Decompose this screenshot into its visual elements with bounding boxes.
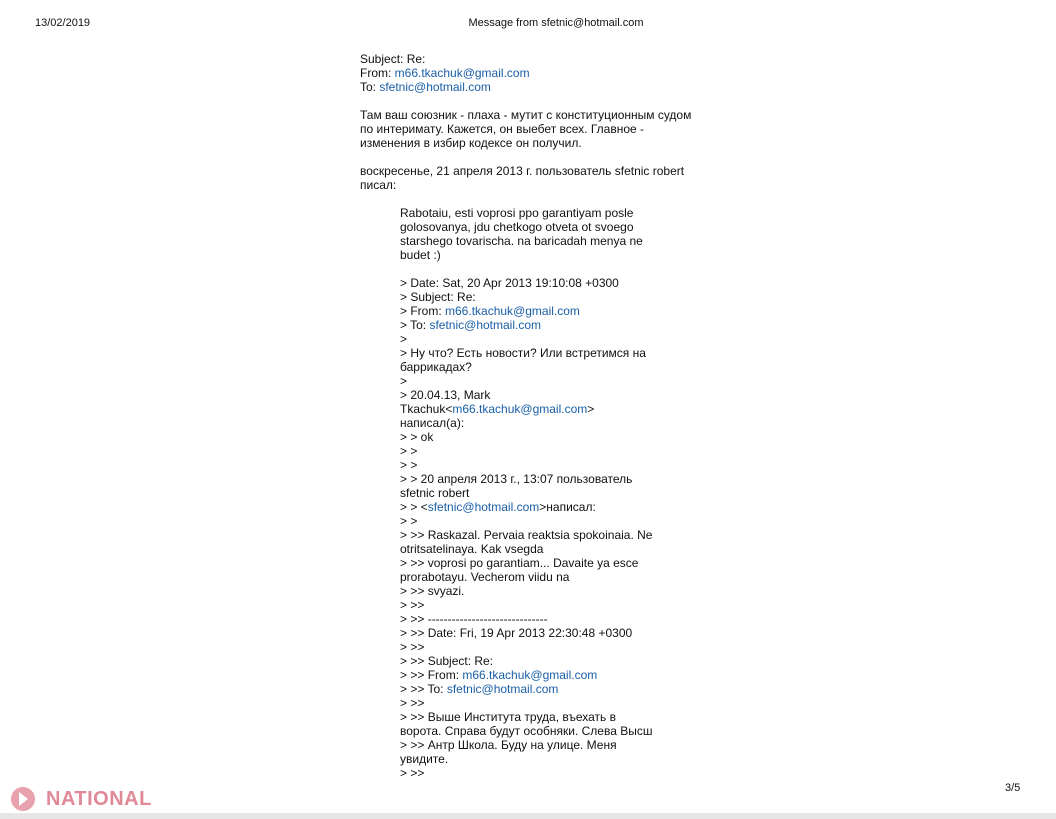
quoted-line — [400, 416, 660, 430]
from-line — [360, 66, 705, 80]
quoted-line — [400, 752, 660, 766]
blank-line — [360, 192, 705, 206]
quoted-text: > >> — [400, 640, 425, 654]
subject-line: Subject: Re: — [360, 52, 426, 66]
quoted-text: > Date: Sat, 20 Apr 2013 19:10:08 +0300 — [400, 276, 619, 290]
body-line: изменения в избир кодексе он получил. — [360, 136, 582, 150]
email-link[interactable]: sfetnic@hotmail.com — [429, 318, 542, 332]
quoted-line — [400, 654, 660, 668]
quoted-line — [400, 346, 660, 360]
quoted-line — [400, 514, 660, 528]
quoted-text: написал(а): — [400, 416, 465, 430]
blank-line — [360, 150, 705, 164]
quoted-line — [400, 584, 660, 598]
quoted-text: > >> — [400, 696, 425, 710]
body-line: Там ваш союзник - плаха - мутит с конституционным судом — [360, 108, 692, 122]
quoted-text: otritsatelinaya. Kak vsegda — [400, 542, 544, 556]
quoted-line — [400, 570, 660, 584]
quoted-text: баррикадах? — [400, 360, 472, 374]
print-date: 13/02/2019 — [35, 17, 91, 29]
from-label: From: — [360, 66, 395, 80]
quoted-line — [400, 766, 660, 780]
quoted-text: > — [400, 374, 408, 388]
quoted-text: > > ok — [400, 430, 434, 444]
reply-header-line: писал: — [360, 178, 397, 192]
quoted-text: Tkachuk< — [400, 402, 453, 416]
quoted-line — [400, 724, 660, 738]
quoted-line — [400, 486, 660, 500]
logo-mark-icon — [10, 786, 36, 812]
quoted-line — [400, 682, 660, 696]
bottom-strip — [0, 813, 1056, 819]
quoted-text: > >> Subject: Re: — [400, 654, 494, 668]
quoted-text: > 20.04.13, Mark — [400, 388, 491, 402]
quoted-text: > > 20 апреля 2013 г., 13:07 пользователь — [400, 472, 633, 486]
quoted-line — [400, 472, 660, 486]
quoted-line — [400, 290, 660, 304]
quoted-line — [400, 640, 660, 654]
quoted-line — [400, 626, 660, 640]
quoted-line — [400, 696, 660, 710]
page-number: 3/5 — [1005, 782, 1021, 794]
quoted-text: > To: — [400, 318, 430, 332]
quoted-line — [400, 458, 660, 472]
email-body — [360, 52, 705, 780]
quoted-line — [400, 542, 660, 556]
quoted-text: > >> Raskazal. Pervaia reaktsia spokoinaia. Ne — [400, 528, 653, 542]
quoted-line — [400, 304, 660, 318]
quoted-line — [400, 248, 660, 262]
quoted-text-suffix: > — [587, 402, 595, 416]
quoted-text: golosovanya, jdu chetkogo otveta ot svoego — [400, 220, 634, 234]
body-line: по интеримату. Кажется, он выебет всех. Главное - — [360, 122, 645, 136]
quoted-text: > >> To: — [400, 682, 447, 696]
quoted-line — [400, 402, 660, 416]
quoted-line — [400, 332, 660, 346]
quoted-text: prorabotayu. Vecherom viidu na — [400, 570, 570, 584]
quoted-text: > > — [400, 458, 418, 472]
quoted-line — [400, 388, 660, 402]
to-email-link[interactable]: sfetnic@hotmail.com — [379, 80, 491, 94]
from-email-link[interactable]: m66.tkachuk@gmail.com — [394, 66, 530, 80]
quoted-text: > Ну что? Есть новости? Или встретимся на — [400, 346, 646, 360]
quoted-text: > >> Выше Института труда, въехать в — [400, 710, 617, 724]
quoted-line — [400, 528, 660, 542]
page-title: Message from sfetnic@hotmail.com — [468, 17, 644, 29]
to-line — [360, 80, 705, 94]
quoted-line — [400, 262, 660, 276]
quoted-line — [400, 598, 660, 612]
logo-text: NATIONAL — [46, 788, 152, 810]
quoted-text: > — [400, 332, 408, 346]
quoted-line — [400, 444, 660, 458]
quoted-line — [400, 738, 660, 752]
quoted-line — [400, 500, 660, 514]
quoted-text: > >> Date: Fri, 19 Apr 2013 22:30:48 +0300 — [400, 626, 633, 640]
quoted-text: starshego tovarischa. na baricadah menya ne — [400, 234, 643, 248]
email-link[interactable]: sfetnic@hotmail.com — [446, 682, 559, 696]
quoted-text-suffix: >написал: — [539, 500, 596, 514]
reply-header-line: воскресенье, 21 апреля 2013 г. пользователь sfetnic robert — [360, 164, 685, 178]
quoted-line — [400, 234, 660, 248]
quoted-line — [400, 668, 660, 682]
email-link[interactable]: m66.tkachuk@gmail.com — [452, 402, 588, 416]
quoted-text: > > — [400, 514, 418, 528]
quoted-line — [400, 220, 660, 234]
quoted-line — [400, 430, 660, 444]
quoted-line — [400, 276, 660, 290]
quoted-text: > > < — [400, 500, 428, 514]
quoted-text: > >> Антр Школа. Буду на улице. Меня — [400, 738, 617, 752]
quoted-text: Rabotaiu, esti voprosi ppo garantiyam posle — [400, 206, 634, 220]
quoted-text: ворота. Справа будут особняки. Слева Высш — [400, 724, 653, 738]
quoted-line — [400, 318, 660, 332]
quoted-text: увидите. — [400, 752, 449, 766]
quoted-text: budet :) — [400, 248, 441, 262]
quoted-line — [400, 360, 660, 374]
quoted-text: > >> svyazi. — [400, 584, 465, 598]
to-label: To: — [360, 80, 380, 94]
quoted-text: sfetnic robert — [400, 486, 470, 500]
quoted-text: > >> From: — [400, 668, 463, 682]
email-link[interactable]: m66.tkachuk@gmail.com — [462, 668, 598, 682]
quoted-line — [400, 374, 660, 388]
email-link[interactable]: m66.tkachuk@gmail.com — [445, 304, 580, 318]
quoted-text: > >> voprosi po garantiam... Davaite ya esce — [400, 556, 639, 570]
quoted-line — [400, 710, 660, 724]
quoted-text: > >> — [400, 766, 425, 780]
quoted-line — [400, 612, 660, 626]
quoted-message — [400, 206, 660, 780]
quoted-text: > >> — [400, 598, 425, 612]
quoted-text: > Subject: Re: — [400, 290, 476, 304]
quoted-line — [400, 556, 660, 570]
quoted-text: > >> ------------------------------ — [400, 612, 548, 626]
quoted-text: > > — [400, 444, 418, 458]
blank-line — [360, 94, 705, 108]
quoted-text: > From: — [400, 304, 446, 318]
quoted-line — [400, 206, 660, 220]
email-link[interactable]: sfetnic@hotmail.com — [427, 500, 540, 514]
